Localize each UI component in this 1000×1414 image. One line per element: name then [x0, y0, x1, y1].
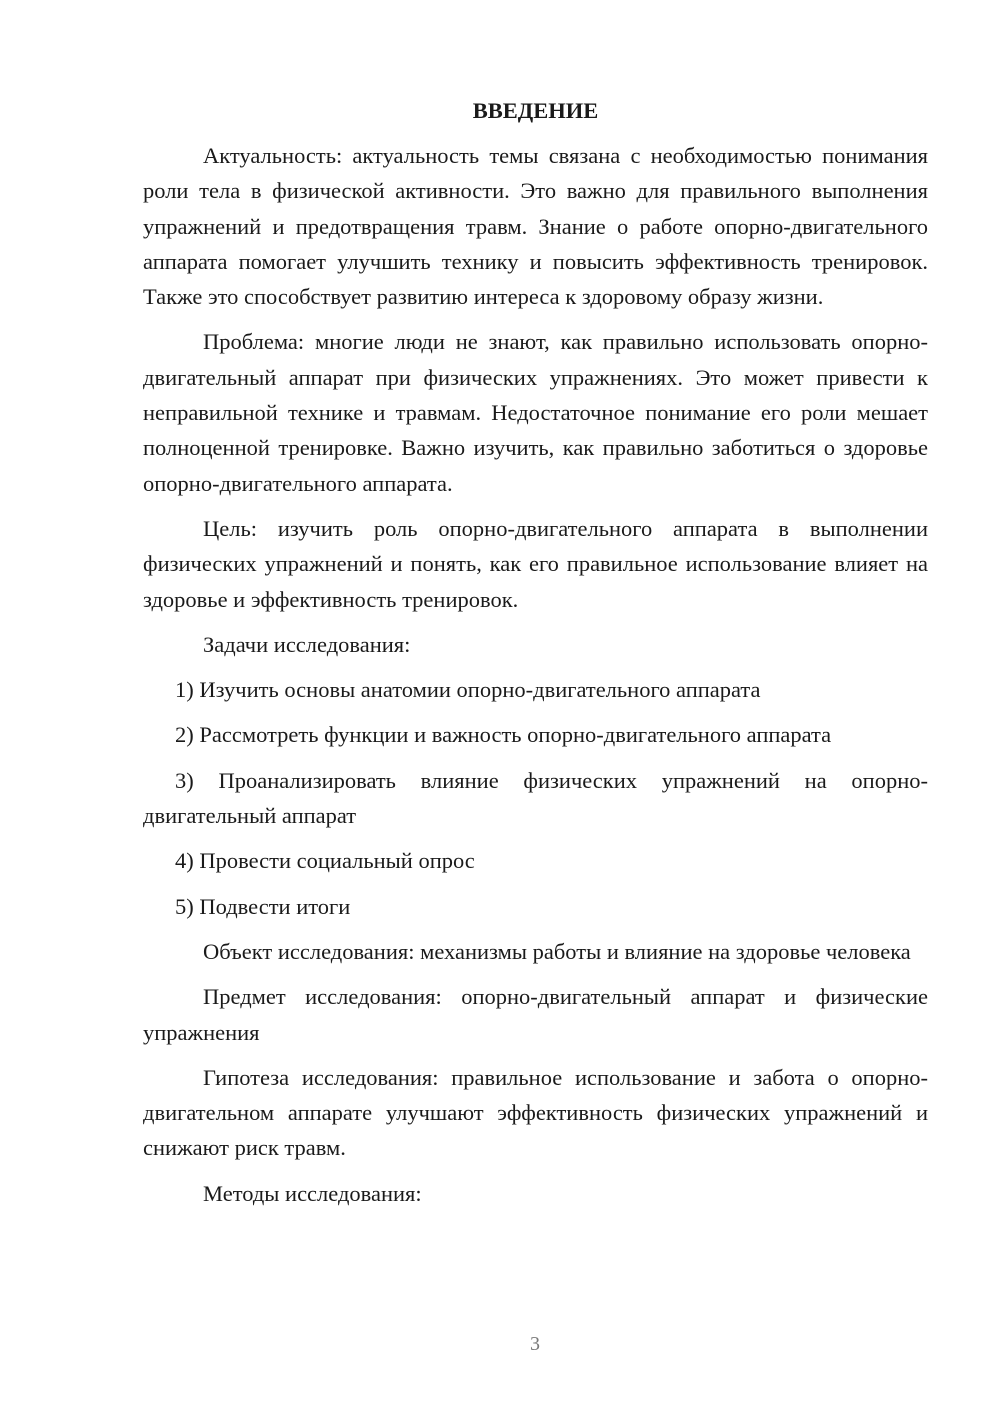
- document-page: [143, 93, 928, 1221]
- task-item-4: 4) Провести социальный опрос: [175, 848, 475, 874]
- hypothesis-paragraph: Гипотеза исследования: правильное использование и забота о опорно-двигательном аппарате улучшают эффективность физических упражнений и снижают риск травм.: [143, 1064, 928, 1161]
- problem-paragraph: Проблема: многие люди не знают, как правильно использовать опорно-двигательный аппарат при физических упражнениях. Это может привести к неправильной технике и травмам. Недостаточное понимание его роли мешает полноценной тренировке. Важно изучить, как правильно заботиться о здоровье опорно-двигательного аппарата.: [143, 329, 928, 496]
- relevance-paragraph: Актуальность: актуальность темы связана с необходимостью понимания роли тела в физической активности. Это важно для правильного выполнения упражнений и предотвращения травм. Знание о работе опорно-двигательного аппарата помогает улучшить технику и повысить эффективность тренировок. Также это способствует развитию интереса к здоровому образу жизни.: [143, 143, 928, 310]
- task-item-2: 2) Рассмотреть функции и важность опорно-двигательного аппарата: [175, 722, 832, 748]
- tasks-heading: Задачи исследования:: [203, 631, 411, 657]
- task-item-1: 1) Изучить основы анатомии опорно-двигательного аппарата: [175, 677, 761, 703]
- page-title: ВВЕДЕНИЕ: [472, 98, 599, 123]
- object-paragraph: Объект исследования: механизмы работы и влияние на здоровье человека: [203, 938, 911, 964]
- goal-paragraph: Цель: изучить роль опорно-двигательного аппарата в выполнении физических упражнений и понять, как его правильное использование влияет на здоровье и эффективность тренировок.: [143, 515, 928, 612]
- task-item-5: 5) Подвести итоги: [175, 893, 351, 919]
- subject-paragraph: Предмет исследования: опорно-двигательный аппарат и физические упражнения: [143, 984, 928, 1045]
- page-number: 3: [530, 1333, 540, 1355]
- task-item-3: 3) Проанализировать влияние физических упражнений на опорно-двигательный аппарат: [143, 767, 928, 829]
- methods-paragraph: Методы исследования:: [203, 1180, 422, 1206]
